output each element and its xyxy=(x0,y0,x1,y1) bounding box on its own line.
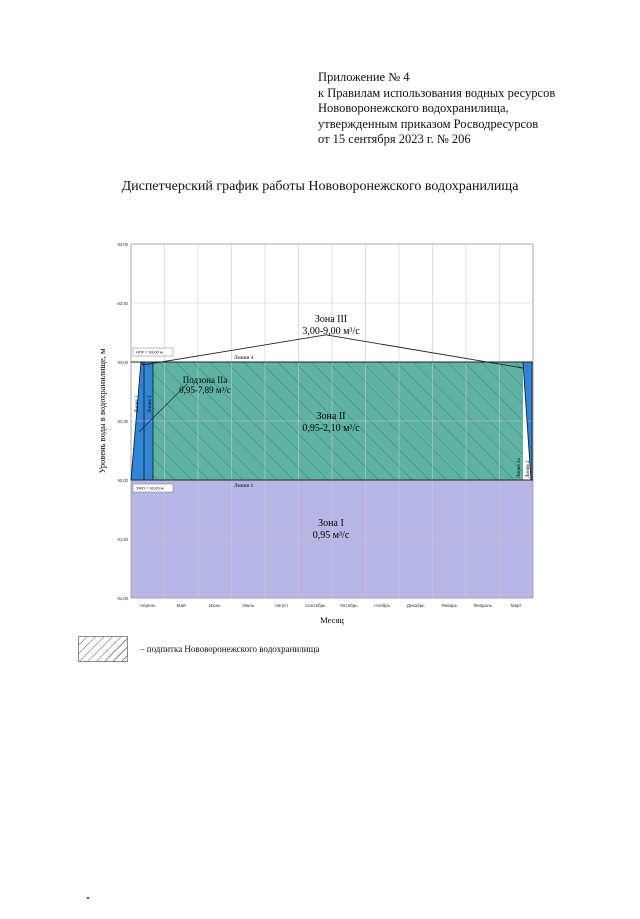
legend-text: – подпитка Нововоронежского водохранилища xyxy=(140,644,320,654)
y-axis-label: Уровень воды в водохранилище, м xyxy=(97,348,107,474)
month-label: Декабрь xyxy=(406,603,425,608)
line-1-top-label: Линия 1 xyxy=(135,395,140,413)
month-label: Август xyxy=(274,603,289,608)
y-tick-label: 91,00 xyxy=(117,596,128,601)
y-tick-label: 94,00 xyxy=(117,242,128,247)
npu-label: НПУ = 93,00 м xyxy=(136,349,163,355)
hatch-pattern-icon xyxy=(78,636,128,662)
zone-3-flow: 3,00-9,00 м³/с xyxy=(302,326,360,337)
zone-1-name: Зона I xyxy=(318,518,344,529)
document-title: Диспетчерский график работы Нововоронежского водохранилища xyxy=(121,179,519,194)
y-tick-label: 93,50 xyxy=(117,301,128,306)
y-tick-label: 93,00 xyxy=(117,360,128,365)
month-label: Июнь xyxy=(208,603,221,608)
month-label: Октябрь xyxy=(339,603,358,608)
zone-2-name: Зона II xyxy=(316,411,346,422)
appendix-line: к Правилам использования водных ресурсов xyxy=(318,85,556,100)
zone-3-name: Зона III xyxy=(314,314,348,325)
month-label: Июль xyxy=(242,603,255,608)
month-label: Февраль xyxy=(473,603,493,608)
month-label: Январь xyxy=(441,603,458,608)
subzone-2a-name: Подзона IIа xyxy=(182,375,228,385)
month-label: Март xyxy=(510,603,522,608)
month-label: Сентябрь xyxy=(304,603,326,608)
line-4-label: Линия 4 xyxy=(234,355,254,361)
subzone-2a-flow: 0,95-7,89 м³/с xyxy=(179,385,231,395)
appendix-line: утвержденным приказом Росводресурсов xyxy=(318,116,539,131)
line-2a-label: Линия 2а xyxy=(517,458,522,478)
y-tick-label: 92,00 xyxy=(117,478,128,483)
zone-2-flow: 0,95-2,10 м³/с xyxy=(302,423,360,434)
appendix-line: Приложение № 4 xyxy=(318,70,410,84)
line-1-bottom-label: Линия 1 xyxy=(234,483,254,489)
month-label: Май xyxy=(176,603,186,608)
zone-1-flow: 0,95 м³/с xyxy=(312,530,350,541)
scan-dot xyxy=(87,897,89,899)
line-3-label: Линия 3 xyxy=(148,395,153,413)
y-tick-label: 92,50 xyxy=(117,419,128,424)
month-label: Апрель xyxy=(139,603,156,608)
umo-label: УМО = 92,00 м xyxy=(136,485,164,491)
appendix-line: от 15 сентября 2023 г. № 206 xyxy=(318,132,471,146)
appendix-line: Нововоронежского водохранилища, xyxy=(318,101,509,115)
line-2-label: Линия 2 xyxy=(526,460,531,478)
x-axis-label: Месяц xyxy=(320,615,344,625)
y-tick-label: 91,50 xyxy=(117,537,128,542)
month-label: Ноябрь xyxy=(374,603,391,608)
